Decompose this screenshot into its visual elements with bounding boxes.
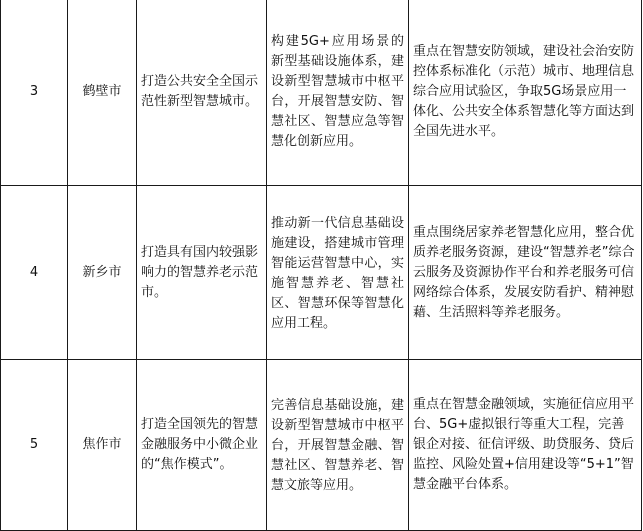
table-row: [1, 186, 642, 360]
city-name: 鹤壁市: [68, 0, 137, 186]
city-name: 新乡市: [68, 186, 137, 360]
infrastructure-text: [267, 360, 409, 531]
infrastructure-text-content: 推动新一代信息基础设施建设，搭建城市管理智能运营智慧中心，实施智慧养老、智慧社区、智慧环保等智慧化应用工程。: [271, 215, 404, 331]
goal-text: 打造公共安全全国示范性新型智慧城市。: [137, 0, 267, 186]
infrastructure-text-content: 构建5G+应用场景的新型基础设施体系，建设新型智慧城市中枢平台，开展智慧安防、智慧社区、智慧应急等智慧化创新应用。: [271, 34, 404, 149]
infrastructure-text: [267, 186, 409, 360]
table-row: [1, 0, 642, 186]
focus-text: 重点在智慧金融领域，实施征信应用平台、5G+虚拟银行等重大工程，完善银企对接、征信评级、助贷服务、贷后监控、风险处置+信用建设等“5+1”智慧金融平台体系。: [409, 360, 642, 531]
infrastructure-text-content: 完善信息基础设施，建设新型智慧城市中枢平台，开展智慧金融、智慧社区、智慧养老、智慧文旅等应用。: [271, 398, 404, 493]
row-number: 3: [1, 0, 68, 186]
table-row: [1, 360, 642, 531]
infrastructure-text: [267, 0, 409, 186]
focus-text: 重点在智慧安防领域，建设社会治安防控体系标准化（示范）城市、地理信息综合应用试验区，争取5G场景应用一体化、公共安全体系智慧化等方面达到全国先进水平。: [409, 0, 642, 186]
goal-text: 打造具有国内较强影响力的智慧养老示范市。: [137, 186, 267, 360]
row-number: 5: [1, 360, 68, 531]
goal-text: 打造全国领先的智慧金融服务中小微企业的“焦作模式”。: [137, 360, 267, 531]
focus-text: 重点围绕居家养老智慧化应用，整合优质养老服务资源，建设“智慧养老”综合云服务及资源协作平台和养老服务可信网络综合体系，发展安防看护、精神慰藉、生活照料等养老服务。: [409, 186, 642, 360]
row-number: 4: [1, 186, 68, 360]
city-name: 焦作市: [68, 360, 137, 531]
